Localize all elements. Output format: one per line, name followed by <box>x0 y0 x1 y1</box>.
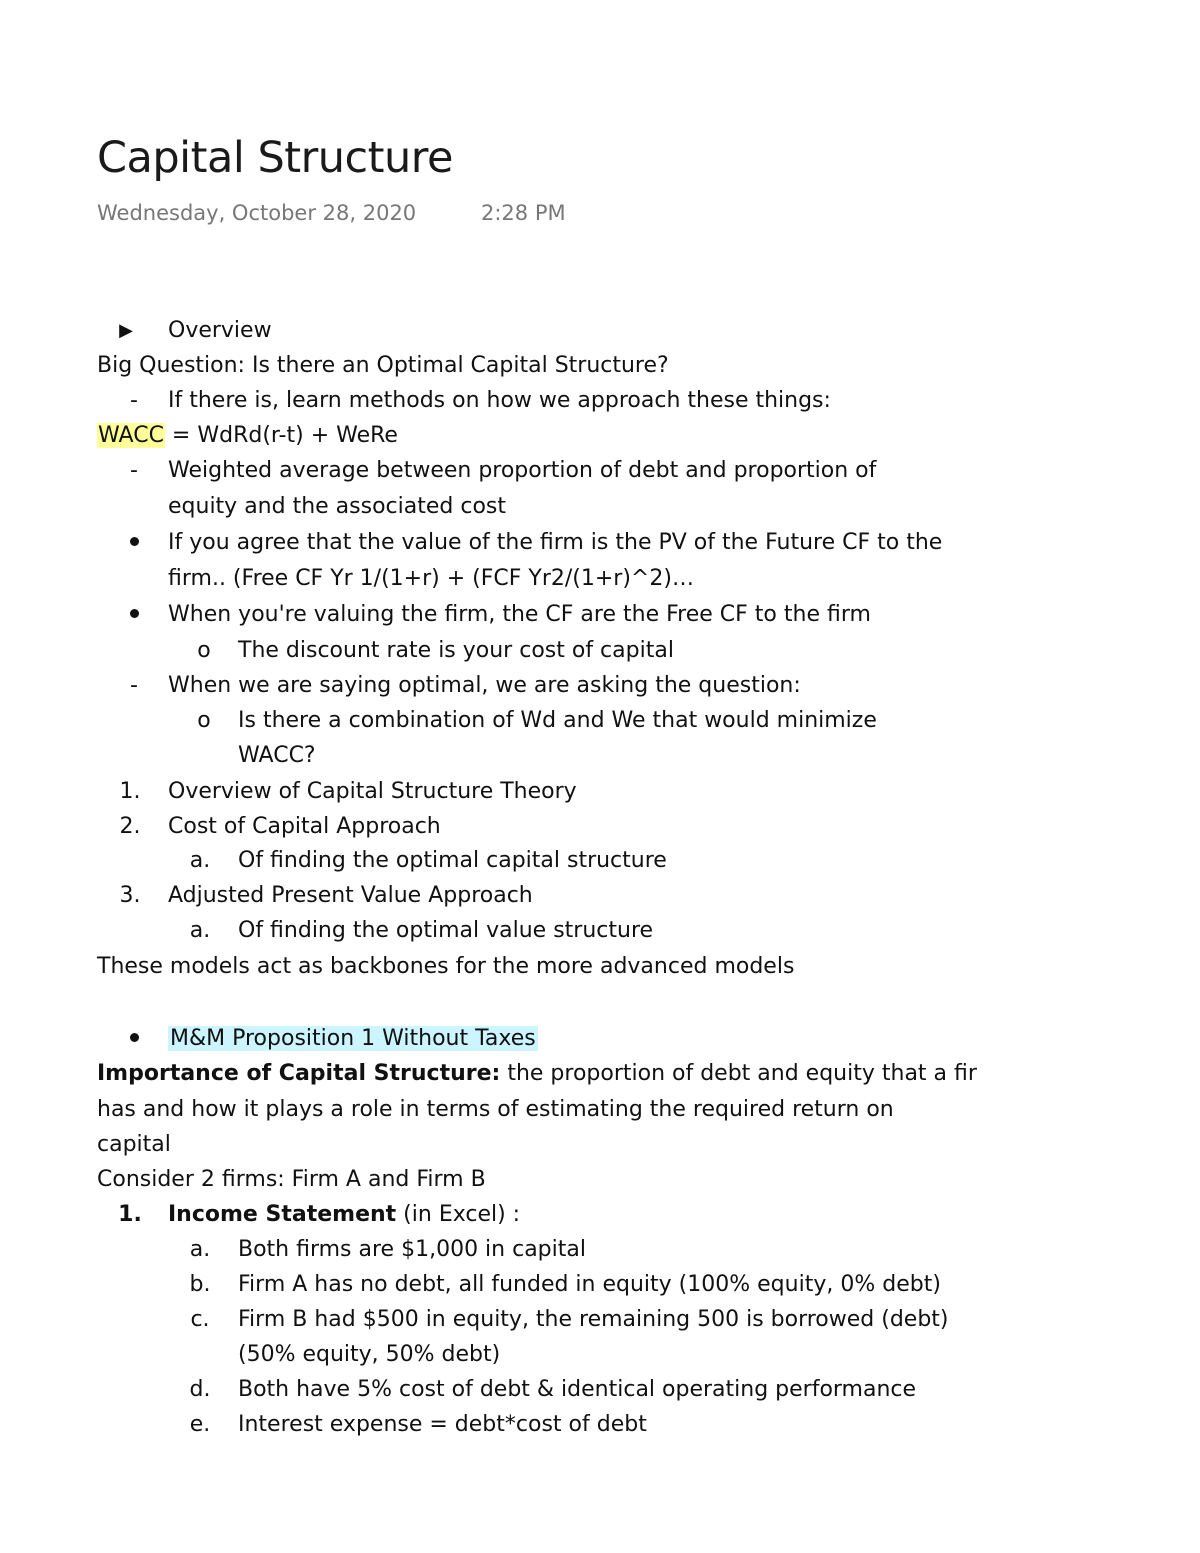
lettered-item <box>0 1407 1200 1443</box>
paragraph <box>0 949 1200 985</box>
line-text: (50% equity, 50% debt) <box>238 1342 501 1367</box>
line-text: Is there a combination of Wd and We that would minimize <box>238 708 877 733</box>
bullet-item <box>0 525 1200 561</box>
triangle-right-icon[interactable]: ▶ <box>119 320 133 341</box>
list-number: 1. <box>118 1202 142 1227</box>
line-text: (in Excel) : <box>396 1202 521 1227</box>
list-letter: e. <box>189 1412 211 1437</box>
line-text: The discount rate is your cost of capital <box>238 638 674 663</box>
line-text: If there is, learn methods on how we approach these things: <box>168 388 831 413</box>
bold-term: Importance of Capital Structure: <box>97 1061 501 1086</box>
bold-term: Income Statement <box>168 1202 397 1227</box>
line-text: These models act as backbones for the more advanced models <box>97 954 795 979</box>
dash-item <box>0 383 1200 419</box>
formula <box>97 418 398 454</box>
continuation <box>0 561 1200 597</box>
line-text: Firm A has no debt, all funded in equity (100% equity, 0% debt) <box>238 1272 941 1297</box>
line-text: Big Question: Is there an Optimal Capital Structure? <box>97 353 669 378</box>
list-letter: b. <box>189 1272 211 1297</box>
numbered-item <box>0 878 1200 914</box>
bullet-dot-icon <box>116 525 152 561</box>
highlighted-term: WACC <box>98 423 164 448</box>
line-text: Both firms are $1,000 in capital <box>238 1237 586 1262</box>
list-number: 3. <box>119 883 141 908</box>
sub-bullet-item <box>0 703 1200 739</box>
numbered-item <box>0 774 1200 810</box>
list-number: 1. <box>119 779 141 804</box>
line-text: equity and the associated cost <box>168 494 506 519</box>
list-letter: a. <box>189 1237 211 1262</box>
paragraph <box>0 1127 1200 1163</box>
line-text: Interest expense = debt*cost of debt <box>238 1412 647 1437</box>
dash-marker: - <box>130 673 138 698</box>
line-text: Overview of Capital Structure Theory <box>168 779 577 804</box>
line-text: Firm B had $500 in equity, the remaining 500 is borrowed (debt) <box>238 1307 949 1332</box>
line-text: capital <box>97 1132 171 1157</box>
paragraph <box>0 1092 1200 1128</box>
line-text: Overview <box>168 318 272 343</box>
list-letter: a. <box>189 848 211 873</box>
line-text: = WdRd(r-t) + WeRe <box>164 423 398 448</box>
numbered-item <box>0 809 1200 845</box>
continuation <box>0 1337 1200 1373</box>
bullet-dot-icon <box>116 597 152 633</box>
dash-item <box>0 453 1200 489</box>
line-text: When we are saying optimal, we are asking the question: <box>168 673 801 698</box>
sub-bullet-item <box>0 633 1200 669</box>
line-text: Consider 2 firms: Firm A and Firm B <box>97 1167 486 1192</box>
lettered-item <box>0 1232 1200 1268</box>
outline-toggle-overview[interactable] <box>0 313 1200 349</box>
dash-item <box>0 668 1200 704</box>
page-date: Wednesday, October 28, 2020 <box>97 201 417 225</box>
bullet-dot-icon <box>116 1021 152 1057</box>
lettered-item <box>0 1372 1200 1408</box>
list-letter: c. <box>190 1307 210 1332</box>
page-title: Capital Structure <box>97 133 453 183</box>
line-text: Weighted average between proportion of debt and proportion of <box>168 458 877 483</box>
line-text: If you agree that the value of the firm is the PV of the Future CF to the <box>168 530 943 555</box>
line-text: firm.. (Free CF Yr 1/(1+r) + (FCF Yr2/(1+r)^2)… <box>168 566 694 591</box>
formula-line <box>0 418 1200 454</box>
paragraph <box>0 1056 1200 1092</box>
line-text: Of finding the optimal value structure <box>238 918 654 943</box>
line-text: Cost of Capital Approach <box>168 814 441 839</box>
definition <box>97 1056 977 1092</box>
highlighted-heading: M&M Proposition 1 Without Taxes <box>170 1026 536 1051</box>
list-content <box>168 1197 520 1233</box>
dash-marker: - <box>130 388 138 413</box>
paragraph <box>0 1162 1200 1198</box>
continuation <box>0 738 1200 774</box>
bullet-item <box>0 1021 1200 1057</box>
circle-bullet-marker: o <box>197 638 211 663</box>
line-text: WACC? <box>238 743 316 768</box>
dash-marker: - <box>130 458 138 483</box>
line-text: Both have 5% cost of debt & identical operating performance <box>238 1377 917 1402</box>
numbered-item <box>0 1197 1200 1233</box>
lettered-item <box>0 843 1200 879</box>
section-heading <box>168 1021 538 1057</box>
list-letter: d. <box>189 1377 211 1402</box>
line-text: the proportion of debt and equity that a fir <box>500 1061 977 1086</box>
list-number: 2. <box>119 814 141 839</box>
lettered-item <box>0 1302 1200 1338</box>
paragraph <box>0 348 1200 384</box>
bullet-item <box>0 597 1200 633</box>
line-text: When you're valuing the firm, the CF are the Free CF to the firm <box>168 602 871 627</box>
circle-bullet-marker: o <box>197 708 211 733</box>
line-text: has and how it plays a role in terms of estimating the required return on <box>97 1097 894 1122</box>
continuation <box>0 489 1200 525</box>
line-text: Of finding the optimal capital structure <box>238 848 667 873</box>
lettered-item <box>0 1267 1200 1303</box>
page-time: 2:28 PM <box>481 201 566 225</box>
line-text: Adjusted Present Value Approach <box>168 883 533 908</box>
list-letter: a. <box>189 918 211 943</box>
lettered-item <box>0 913 1200 949</box>
